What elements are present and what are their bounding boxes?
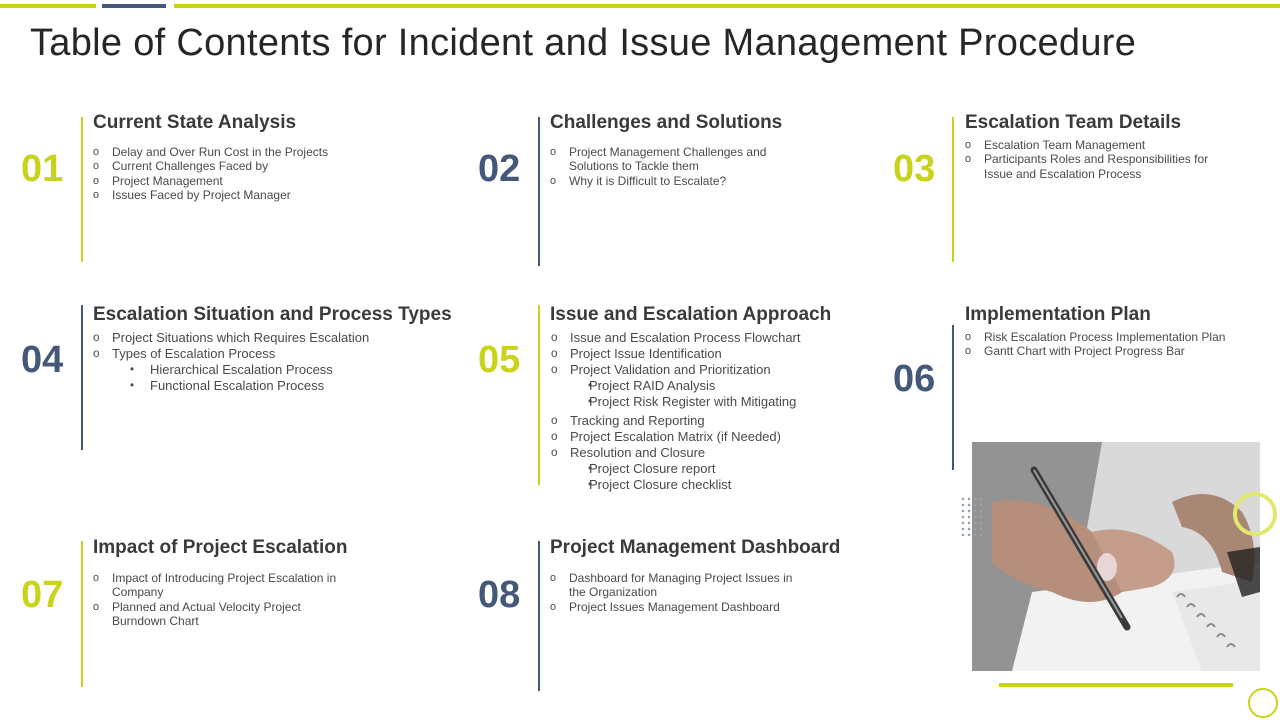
section-list-05 [551,330,881,493]
section-number-08: 08 [478,574,521,616]
section-divider-03 [952,117,954,262]
list-subitem: • Functional Escalation Process [93,378,453,394]
list-item: o Project Validation and Prioritization [551,362,881,378]
list-subitem: • Hierarchical Escalation Process [93,362,453,378]
small-ring-decoration [1248,688,1278,718]
list-item: o Project Management Challenges and Solutions to Tackle them [550,145,790,174]
list-item: o Issue and Escalation Process Flowchart [551,330,881,346]
ring-decoration [1233,492,1277,536]
section-list-08 [550,571,810,614]
list-subitem: • Project Closure report [551,461,881,477]
list-item: o Project Issue Identification [551,346,881,362]
section-heading-08: Project Management Dashboard [550,537,841,558]
list-item: o Tracking and Reporting [551,413,881,429]
list-item: o Dashboard for Managing Project Issues in the Organization [550,571,810,600]
list-item: o Project Situations which Requires Escalation [93,330,453,346]
section-list-04 [93,330,453,394]
list-item: o Delay and Over Run Cost in the Projects [93,145,358,159]
list-item: o Escalation Team Management [965,138,1227,152]
section-heading-07: Impact of Project Escalation [93,537,348,558]
section-number-06: 06 [893,358,936,400]
section-number-04: 04 [21,339,64,381]
section-number-05: 05 [478,339,521,381]
section-divider-06 [952,325,954,470]
list-item: o Project Escalation Matrix (if Needed) [551,429,881,445]
section-number-03: 03 [893,148,936,190]
bottom-accent-bar [999,683,1233,687]
list-subitem: • Project Closure checklist [551,477,881,493]
list-item: o Project Management [93,174,358,188]
section-divider-05 [538,305,540,485]
section-divider-07 [81,541,83,687]
page-title: Table of Contents for Incident and Issue Management Procedure [30,22,1137,64]
hand-writing-photo [972,442,1260,671]
section-list-02 [550,145,790,188]
section-heading-06: Implementation Plan [965,304,1151,325]
dot-grid-decoration [960,496,986,536]
top-accent-bar-lime [0,4,96,8]
section-heading-04: Escalation Situation and Process Types [93,304,452,325]
list-item: o Issues Faced by Project Manager [93,188,358,202]
section-divider-02 [538,117,540,266]
top-accent-bar-navy [102,4,166,8]
section-list-07 [93,571,353,628]
section-divider-08 [538,541,540,691]
section-number-07: 07 [21,574,64,616]
section-number-01: 01 [21,148,64,190]
list-item: o Participants Roles and Responsibilities for Issue and Escalation Process [965,152,1227,181]
list-item: o Types of Escalation Process [93,346,453,362]
section-heading-02: Challenges and Solutions [550,112,783,133]
list-item: o Risk Escalation Process Implementation Plan [965,330,1265,344]
section-list-03 [965,138,1227,181]
list-item: o Impact of Introducing Project Escalation in Company [93,571,353,600]
list-item: o Current Challenges Faced by [93,159,358,173]
list-subitem: • Project RAID Analysis [551,378,881,394]
section-list-01 [93,145,358,202]
section-number-02: 02 [478,148,521,190]
section-heading-03: Escalation Team Details [965,112,1182,133]
section-heading-05: Issue and Escalation Approach [550,304,832,325]
list-item: o Gantt Chart with Project Progress Bar [965,344,1265,358]
list-item: o Why it is Difficult to Escalate? [550,174,790,188]
section-heading-01: Current State Analysis [93,112,297,133]
top-accent-bar-lime-long [174,4,1280,8]
section-divider-01 [81,117,83,262]
hand-writing-illustration [972,442,1260,671]
list-subitem: • Project Risk Register with Mitigating [551,394,881,410]
section-divider-04 [81,305,83,450]
list-item: o Project Issues Management Dashboard [550,600,810,614]
list-item: o Planned and Actual Velocity Project Burndown Chart [93,600,353,629]
section-list-06 [965,330,1265,359]
list-item: o Resolution and Closure [551,445,881,461]
